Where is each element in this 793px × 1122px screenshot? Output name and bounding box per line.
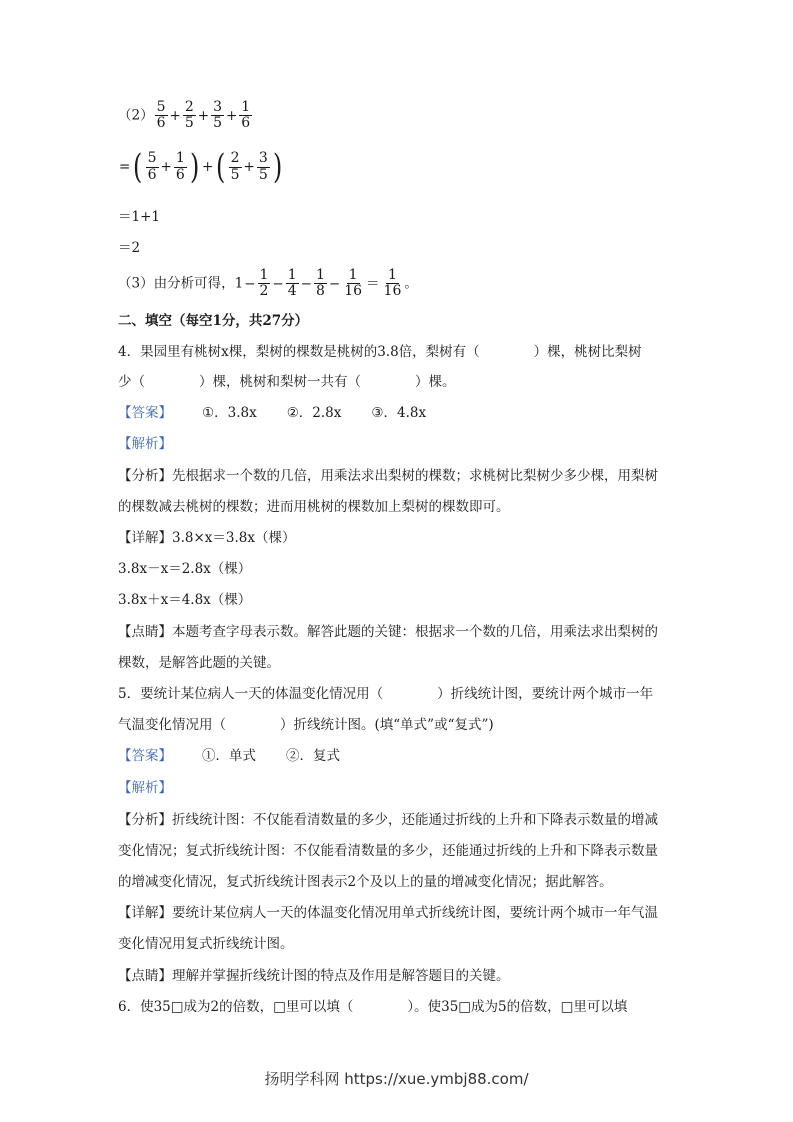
fraction [174, 151, 187, 183]
section-title: 二、填空（每空1分，共27分） [118, 313, 309, 329]
q4-xiangjie-3: 3.8x＋x＝4.8x（棵） [118, 592, 252, 608]
q5-xiangjie-1: 【详解】要统计某位病人一天的体温变化情况用单式折线统计图，要统计两个城市一年气温 [118, 905, 658, 921]
fraction [286, 268, 299, 300]
denominator: 5 [230, 166, 240, 183]
answer-tag: 【答案】 [118, 748, 172, 764]
q5-fenxi-1: 【分析】折线统计图：不仅能看清数量的多少，还能通过折线的上升和下降表示数量的增减 [118, 812, 658, 828]
q5-fenxi-3: 的增减变化情况，复式折线统计图表示2个及以上的量的增减变化情况；据此解答。 [118, 874, 613, 890]
plus-sign: + [225, 107, 238, 124]
q2-line2 [118, 147, 284, 187]
q3-label: （3）由分析可得，1 [118, 275, 244, 292]
numerator: 3 [213, 99, 222, 115]
numerator: 5 [147, 150, 157, 167]
q5-xiangjie-2: 变化情况用复式折线统计图。 [118, 936, 294, 952]
q2-line4: ＝2 [118, 240, 141, 256]
numerator: 5 [156, 99, 166, 115]
numerator: 1 [315, 267, 325, 283]
plus-sign: + [243, 159, 255, 175]
q3-fraction-difference [243, 267, 365, 300]
numerator: 1 [287, 267, 297, 283]
q4-dianjing-1: 【点睛】本题考查字母表示数。解答此题的关键：根据求一个数的几倍，用乘法求出梨树的 [118, 624, 658, 640]
denominator: 5 [258, 166, 268, 183]
denominator: 8 [315, 283, 325, 300]
fenxi-tag: 【分析】 [118, 468, 172, 484]
plus-sign: + [197, 107, 210, 124]
q4-fenxi-2: 的棵数减去桃树的棵数；进而用桃树的棵数加上梨树的棵数即可。 [118, 499, 510, 515]
fraction [239, 100, 252, 132]
denominator: 5 [184, 115, 194, 132]
fraction [314, 268, 327, 300]
q5-fenxi-2: 变化情况；复式折线统计图：不仅能看清数量的多少，还能通过折线的上升和下降表示数量 [118, 843, 658, 859]
q4-xiangjie-1: 【详解】3.8×x＝3.8x（棵） [118, 530, 296, 546]
numerator: 1 [175, 150, 185, 167]
answer-tag: 【答案】 [118, 405, 172, 421]
plus-sign: + [202, 159, 214, 175]
q4-line2: 少（ ）棵，桃树和梨树一共有（ ）棵。 [118, 374, 456, 390]
fraction [258, 268, 271, 300]
q3-line [118, 268, 418, 300]
q4-fenxi-1: 【分析】先根据求一个数的几倍，用乘法求出梨树的棵数；求桃树比梨树少多少棵，用梨树 [118, 468, 658, 484]
minus-sign: − [272, 275, 284, 292]
xiangjie-tag: 【详解】 [118, 905, 172, 921]
fraction [229, 151, 242, 183]
fraction-group-2 [228, 150, 271, 183]
numerator: 1 [348, 267, 358, 283]
denominator: 6 [156, 115, 166, 132]
q3-result-fraction: $\frac{1}{16}$ [383, 267, 402, 300]
fenxi-tag: 【分析】 [118, 812, 172, 828]
xiangjie-tag: 【详解】 [118, 530, 172, 546]
numerator: 2 [230, 150, 240, 167]
q6-line1: 6．使35□成为2的倍数，□里可以填（ ）。使35□成为5的倍数，□里可以填 [118, 999, 628, 1015]
numerator: 1 [259, 267, 269, 283]
q5-dianjing-1: 【点睛】理解并掌握折线统计图的特点及作用是解答题目的关键。 [118, 968, 510, 984]
period: 。 [404, 275, 418, 292]
fraction [211, 100, 224, 132]
numerator: 3 [258, 150, 268, 167]
answer-1: ①．单式 [202, 748, 256, 764]
fraction [146, 151, 159, 183]
q4-dianjing-2: 棵数，是解答此题的关键。 [118, 655, 280, 671]
q4-answer [118, 403, 426, 423]
equals-sign: = [119, 159, 131, 175]
plus-sign: + [160, 159, 172, 175]
numerator: 2 [184, 99, 194, 115]
fraction [342, 268, 364, 300]
answer-2: ②．2.8x [286, 405, 342, 421]
q2-label: （2） [118, 107, 154, 124]
minus-sign: − [300, 275, 312, 292]
denominator: 4 [287, 283, 297, 300]
right-paren: ) [189, 147, 200, 187]
answer-2: ②．复式 [286, 748, 340, 764]
q5-answer [118, 746, 340, 766]
minus-sign: − [328, 275, 341, 292]
denominator: 6 [175, 166, 185, 183]
analysis-tag: 【解析】 [118, 436, 172, 452]
fraction-group-1 [145, 150, 188, 183]
q2-line3: ＝1+1 [118, 209, 160, 225]
denominator: 2 [259, 283, 269, 300]
q4-xiangjie-2: 3.8x－x＝2.8x（棵） [118, 561, 252, 577]
footer-watermark: 扬明学科网 https://xue.ymbj88.com/ [264, 1070, 529, 1088]
answer-1: ①．3.8x [202, 405, 257, 421]
answer-3: ③．4.8x [371, 405, 427, 421]
q2-fraction-sum [154, 99, 254, 132]
equals-sign: ＝ [366, 275, 380, 292]
q4-line1: 4．果园里有桃树x棵，梨树的棵数是桃树的3.8倍，梨树有（ ）棵，桃树比梨树 [118, 344, 642, 360]
fraction [155, 100, 168, 132]
q2-line1 [118, 100, 253, 132]
dianjing-tag: 【点睛】 [118, 968, 172, 984]
plus-sign: + [169, 107, 181, 124]
fraction [257, 151, 270, 183]
denominator: 6 [241, 115, 251, 132]
numerator: 1 [241, 99, 251, 115]
q5-line2: 气温变化情况用（ ）折线统计图。(填“单式”或“复式”) [118, 717, 494, 733]
denominator: 6 [147, 166, 157, 183]
denominator: 16 [344, 283, 363, 300]
denominator: 5 [213, 115, 222, 132]
left-paren: ( [133, 147, 143, 187]
analysis-tag: 【解析】 [118, 780, 172, 796]
fraction [183, 100, 196, 132]
dianjing-tag: 【点睛】 [118, 624, 172, 640]
left-paren: ( [216, 147, 226, 187]
minus-sign: − [244, 275, 256, 292]
q5-line1: 5．要统计某位病人一天的体温变化情况用（ ）折线统计图，要统计两个城市一年 [118, 686, 654, 702]
right-paren: ) [272, 147, 283, 187]
